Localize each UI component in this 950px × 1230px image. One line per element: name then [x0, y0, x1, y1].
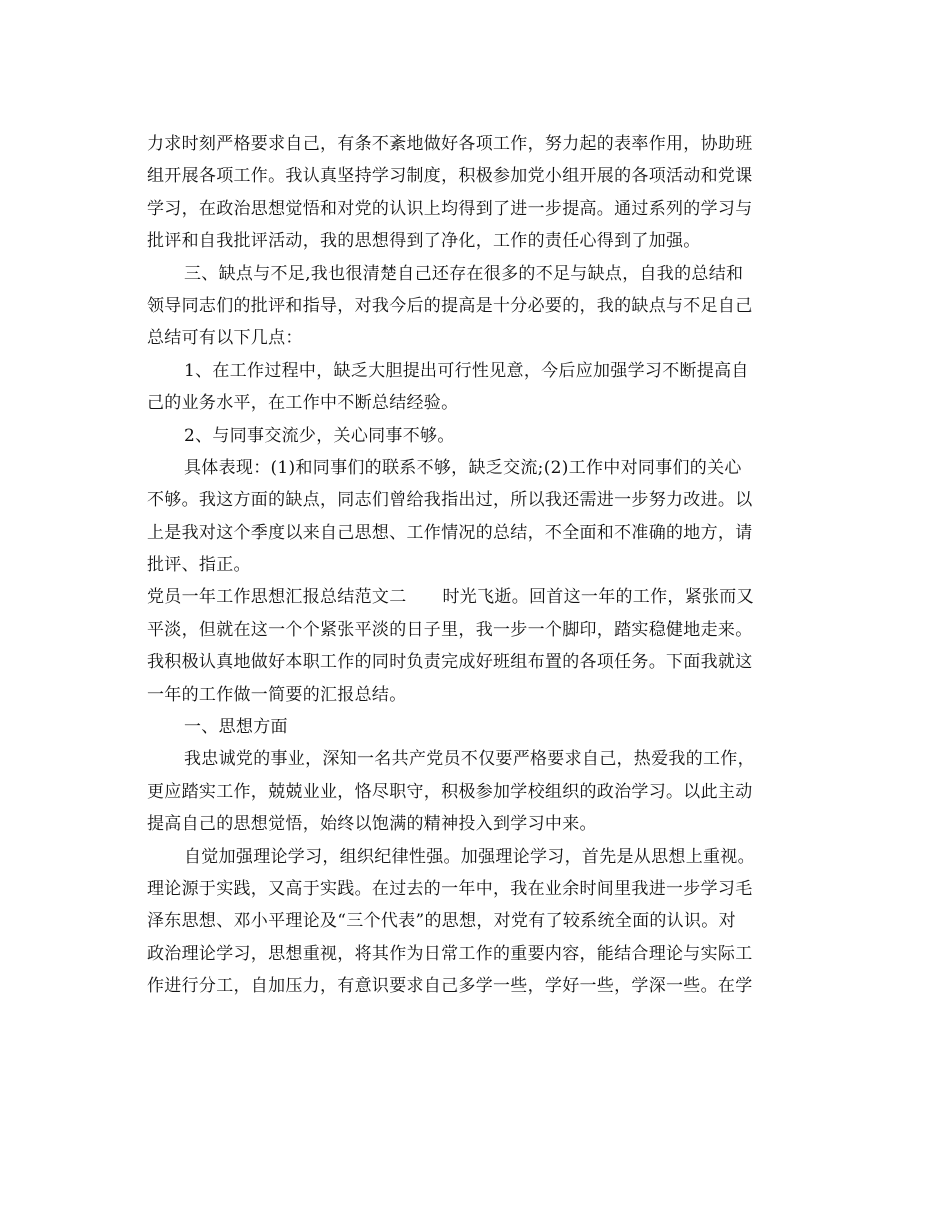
text-line: 己的业务水平，在工作中不断总结经验。: [147, 393, 459, 414]
text-line: 批评、指正。: [147, 555, 251, 576]
text-line: 2、与同事交流少，关心同事不够。: [184, 425, 455, 446]
text-line: 一年的工作做一简要的汇报总结。: [147, 684, 407, 705]
text-line: 作进行分工，自加压力，有意识要求自己多学一些，学好一些，学深一些。在学: [147, 976, 753, 997]
text-line: 理论源于实践，又高于实践。在过去的一年中，我在业余时间里我进一步学习毛: [147, 878, 753, 899]
document-body: [147, 128, 802, 1003]
text-line: 政治理论学习，思想重视，将其作为日常工作的重要内容，能结合理论与实际工: [147, 943, 753, 964]
text-line: 我忠诚党的事业，深知一名共产党员不仅要严格要求自己，热爱我的工作，: [184, 749, 755, 770]
text-line: 平淡，但就在这一个个紧张平淡的日子里，我一步一个脚印，踏实稳健地走来。: [147, 619, 753, 640]
text-line: 更应踏实工作，兢兢业业，恪尽职守，积极参加学校组织的政治学习。以此主动: [147, 781, 753, 802]
section-title: 党员一年工作思想汇报总结范文二: [147, 587, 407, 608]
text-line: 1、在工作过程中，缺乏大胆提出可行性见意，今后应加强学习不断提高自: [184, 360, 749, 381]
section-title-continuation: 时光飞逝。回首这一年的工作，紧张而又: [442, 587, 754, 608]
text-line: 组开展各项工作。我认真坚持学习制度，积极参加党小组开展的各项活动和党课: [147, 166, 753, 187]
text-line: 力求时刻严格要求自己，有条不紊地做好各项工作，努力起的表率作用，协助班: [147, 134, 753, 154]
text-line: 我积极认真地做好本职工作的同时负责完成好班组布置的各项任务。下面我就这: [147, 652, 753, 673]
section-title-line: [147, 581, 802, 613]
text-line: 泽东思想、邓小平理论及“三个代表”的思想，对党有了较系统全面的认识。对: [147, 911, 736, 932]
text-line: 三、缺点与不足,我也很清楚自己还存在很多的不足与缺点，自我的总结和: [184, 263, 744, 284]
paragraphs-after: [147, 614, 802, 1003]
text-line: 上是我对这个季度以来自己思想、工作情况的总结，不全面和不准确的地方，请: [147, 522, 753, 543]
text-line: 自觉加强理论学习，组织纪律性强。加强理论学习，首先是从思想上重视。: [184, 846, 755, 867]
text-line: 不够。我这方面的缺点，同志们曾给我指出过，所以我还需进一步努力改进。以: [147, 490, 753, 511]
text-line: 提高自己的思想觉悟，始终以饱满的精神投入到学习中来。: [147, 814, 597, 835]
text-line: 一、思想方面: [184, 717, 288, 738]
text-line: 具体表现：(1)和同事们的联系不够，缺乏交流;(2)工作中对同事们的关心: [184, 457, 742, 478]
text-line: 批评和自我批评活动，我的思想得到了净化，工作的责任心得到了加强。: [147, 231, 701, 252]
text-line: 领导同志们的批评和指导，对我今后的提高是十分必要的，我的缺点与不足自己: [147, 295, 753, 316]
text-line: 学习，在政治思想觉悟和对党的认识上均得到了进一步提高。通过系列的学习与: [147, 198, 753, 219]
paragraphs-before: [147, 128, 802, 581]
text-line: 总结可有以下几点：: [147, 328, 303, 349]
